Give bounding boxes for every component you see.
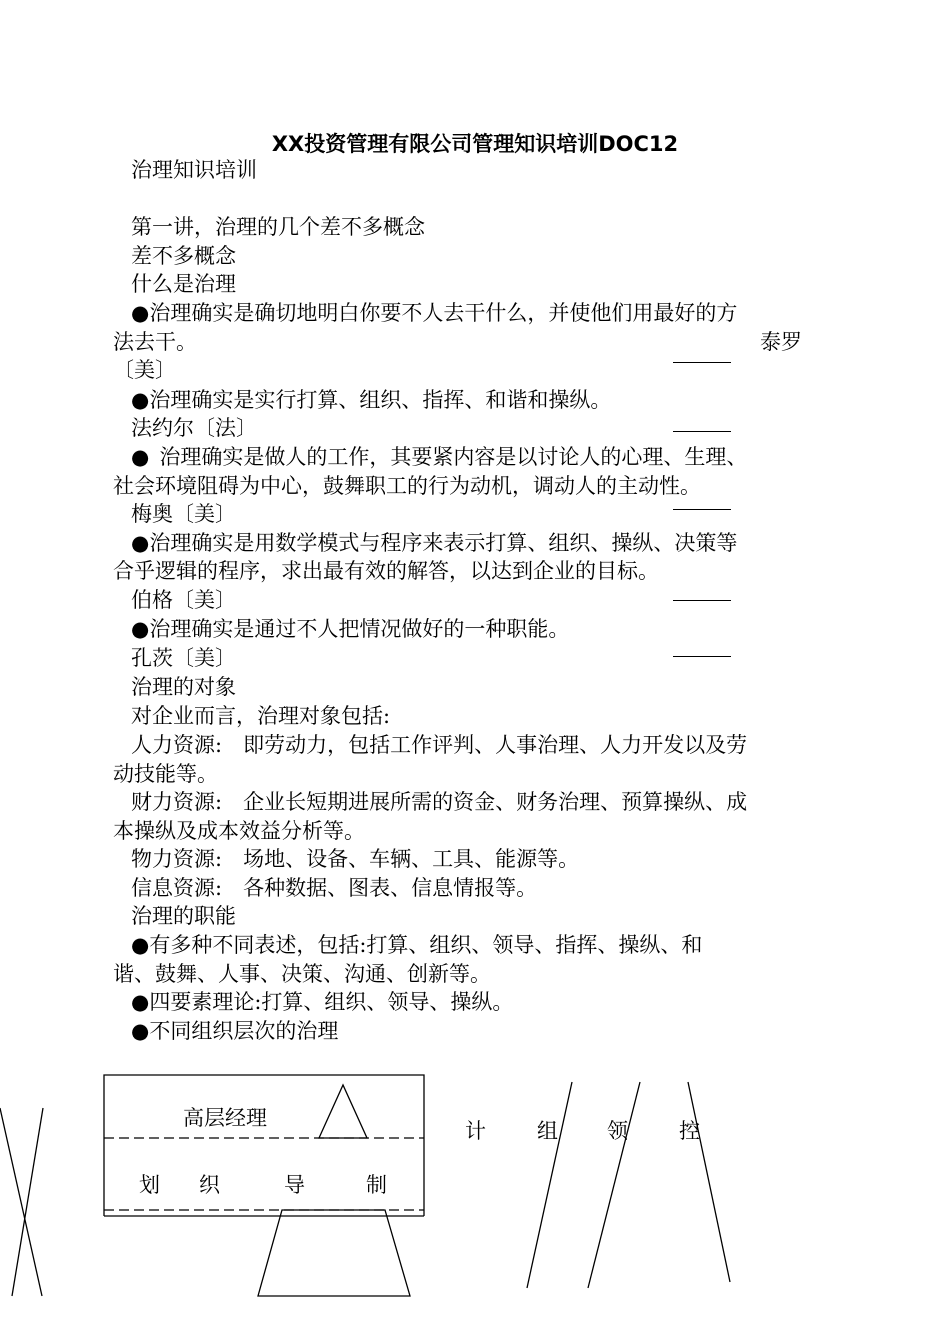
function-text: 四要素理论:打算、组织、领导、操纵。 (149, 990, 514, 1014)
row-label: 织 (199, 1173, 220, 1197)
definition-line: 法去干。 (113, 330, 197, 354)
function-line: 谐、鼓舞、人事、决策、沟通、创新等。 (113, 962, 491, 986)
section-heading: 治理的对象 (131, 675, 236, 699)
document-title: XX投资管理有限公司管理知识培训DOC12 (271, 132, 679, 156)
row-label: 导 (284, 1173, 305, 1197)
top-manager-label: 高层经理 (183, 1106, 267, 1130)
section-heading: 差不多概念 (131, 244, 236, 268)
definition-text: 治理确实是确切地明白你要不人去干什么，并使他们用最好的方 (149, 301, 738, 325)
function-label: 控 (679, 1119, 700, 1143)
body-text: 对企业而言，治理对象包括: (131, 704, 391, 728)
resource-line: 物力资源: 场地、设备、车辆、工具、能源等。 (131, 847, 580, 871)
trapezoid (258, 1210, 410, 1296)
heading-text: 治理知识培训 (131, 158, 257, 182)
definition-line: 合乎逻辑的程序，求出最有效的解答，以达到企业的目标。 (113, 559, 659, 583)
resource-line: 动技能等。 (113, 762, 218, 786)
lecture-heading: 第一讲，治理的几个差不多概念 (131, 215, 425, 239)
row-label: 划 (139, 1173, 160, 1197)
author-country: 〔美〕 (113, 358, 176, 382)
resource-line: 人力资源: 即劳动力，包括工作评判、人事治理、人力开发以及劳 (131, 733, 748, 757)
function-label: 计 (465, 1119, 486, 1143)
definition-line: 社会环境阻碍为中心，鼓舞职工的行为动机，调动人的主动性。 (113, 474, 701, 498)
resource-line: 财力资源: 企业长短期进展所需的资金、财务治理、预算操纵、成 (131, 790, 748, 814)
definition-text: 治理确实是用数学模式与程序来表示打算、组织、操纵、决策等 (149, 531, 738, 555)
section-heading: 治理的职能 (131, 904, 236, 928)
function-text: 有多种不同表述，包括:打算、组织、领导、指挥、操纵、和 (149, 933, 703, 957)
definition-text: 治理确实是做人的工作，其要紧内容是以讨论人的心理、生理、 (159, 445, 748, 469)
author-name: 法约尔〔法〕 (131, 416, 257, 440)
row-label: 制 (366, 1173, 387, 1197)
left-cross-lines (0, 1108, 43, 1296)
author-name: 梅奥〔美〕 (131, 502, 236, 526)
function-text: 不同组织层次的治理 (149, 1019, 339, 1043)
resource-line: 本操纵及成本效益分析等。 (113, 819, 365, 843)
author-name: 孔茨〔美〕 (131, 646, 236, 670)
small-triangle (319, 1085, 367, 1138)
right-slant-lines (527, 1082, 730, 1288)
definition-text: 治理确实是通过不人把情况做好的一种职能。 (149, 617, 570, 641)
definition-text: 治理确实是实行打算、组织、指挥、和谐和操纵。 (149, 388, 612, 412)
function-label: 领 (607, 1119, 628, 1143)
resource-line: 信息资源: 各种数据、图表、信息情报等。 (131, 876, 538, 900)
section-heading: 什么是治理 (131, 272, 236, 296)
author-name: 伯格〔美〕 (131, 588, 236, 612)
author-name: 泰罗 (760, 330, 802, 354)
function-label: 组 (537, 1119, 558, 1143)
